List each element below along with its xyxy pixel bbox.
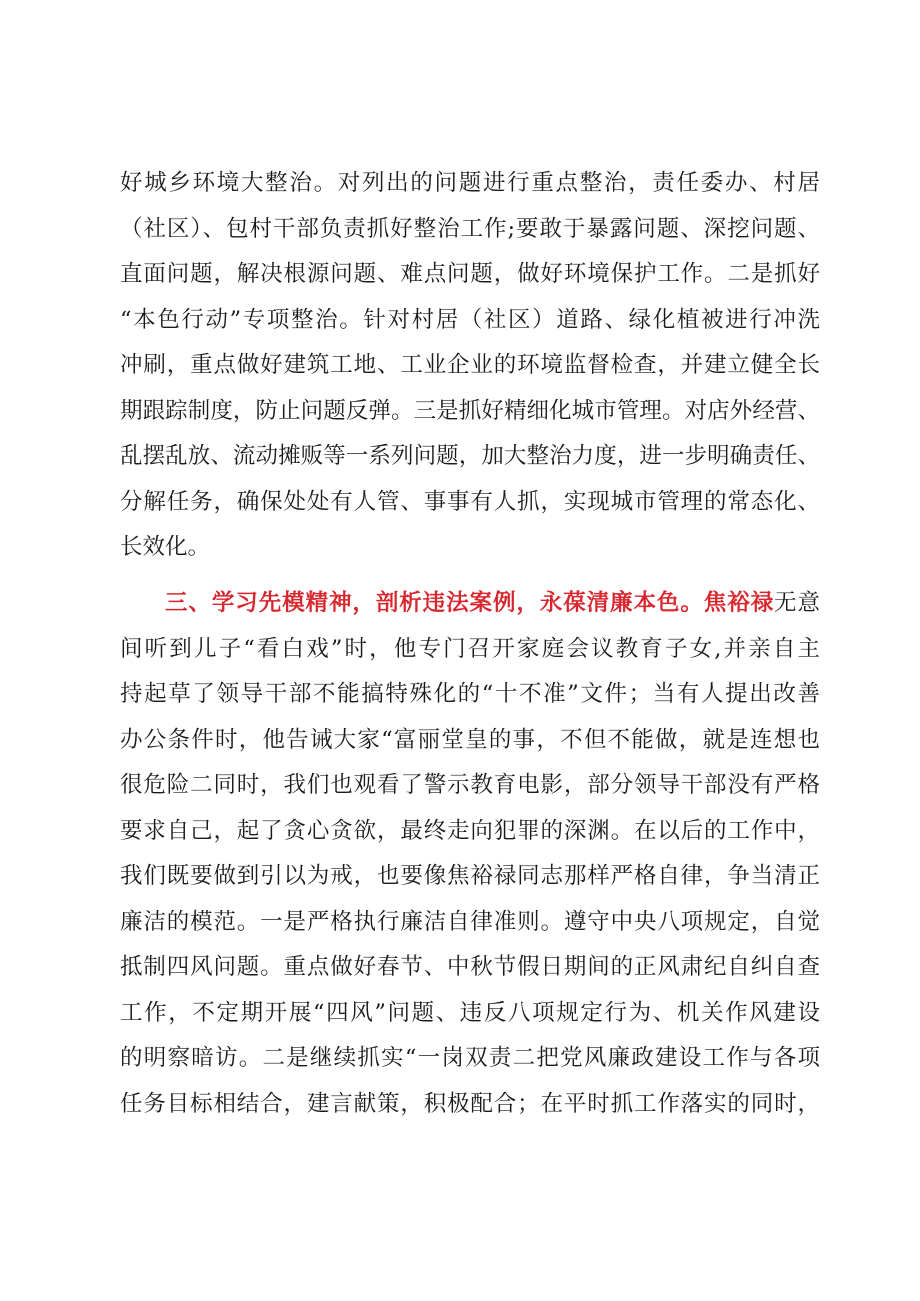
text-line: 期跟踪制度，防止问题反弹。三是抓好精细化城市管理。对店外经营、 xyxy=(120,397,820,424)
heading-line-rest: 无意 xyxy=(774,590,820,616)
text-line: 我们既要做到引以为戒，也要像焦裕禄同志那样严格自律，争当清正 xyxy=(120,863,820,889)
text-line: 冲刷，重点做好建筑工地、工业企业的环境监督检查，并建立健全长 xyxy=(120,352,820,378)
text-line: 乱摆乱放、流动摊贩等一系列问题，加大整治力度，进一步明确责任、 xyxy=(120,443,820,469)
text-line: 的明察暗访。二是继续抓实“一岗双责二把党风廉政建设工作与各项 xyxy=(120,1045,820,1071)
section-heading-line xyxy=(120,581,820,627)
text-line: 抵制四风问题。重点做好春节、中秋节假日期间的正风肃纪自纠自查 xyxy=(120,954,820,980)
text-line: 分解任务，确保处处有人管、事事有人抓，实现城市管理的常态化、 xyxy=(120,488,820,515)
text-line: 好城乡环境大整治。对列出的问题进行重点整治，责任委办、村居 xyxy=(120,170,820,196)
text-line: （社区）、包村干部负责抓好整治工作;要敢于暴露问题、深挖问题、 xyxy=(120,215,820,242)
text-line: 持起草了领导干部不能搞特殊化的“十不准”文件；当有人提出改善 xyxy=(120,681,820,707)
text-line: 间听到儿子“看白戏”时，他专门召开家庭会议教育子女,并亲自主 xyxy=(120,635,820,662)
paragraph-environment xyxy=(120,161,820,571)
text-line: 任务目标相结合，建言献策，积极配合；在平时抓工作落实的同时， xyxy=(120,1090,820,1117)
section-heading: 三、学习先模精神，剖析违法案例，永葆清廉本色。 xyxy=(165,590,704,616)
paragraph-integrity xyxy=(120,581,820,1127)
text-line: 要求自己，起了贪心贪欲，最终走向犯罪的深渊。在以后的工作中， xyxy=(120,817,820,844)
text-line: 办公条件时，他告诫大家“富丽堂皇的事，不但不能做，就是连想也 xyxy=(120,726,820,753)
highlighted-name: 焦裕禄 xyxy=(703,590,775,616)
text-line: 工作，不定期开展“四风”问题、违反八项规定行为、机关作风建设 xyxy=(120,999,820,1026)
text-line: 很危险二同时，我们也观看了警示教育电影，部分领导干部没有严格 xyxy=(120,772,820,798)
text-line: “本色行动”专项整治。针对村居（社区）道路、绿化植被进行冲洗 xyxy=(120,306,820,333)
text-line: 直面问题，解决根源问题、难点问题，做好环境保护工作。二是抓好 xyxy=(120,261,820,287)
text-line: 廉洁的模范。一是严格执行廉洁自律准则。遵守中央八项规定，自觉 xyxy=(120,908,820,935)
text-line: 长效化。 xyxy=(120,534,211,560)
